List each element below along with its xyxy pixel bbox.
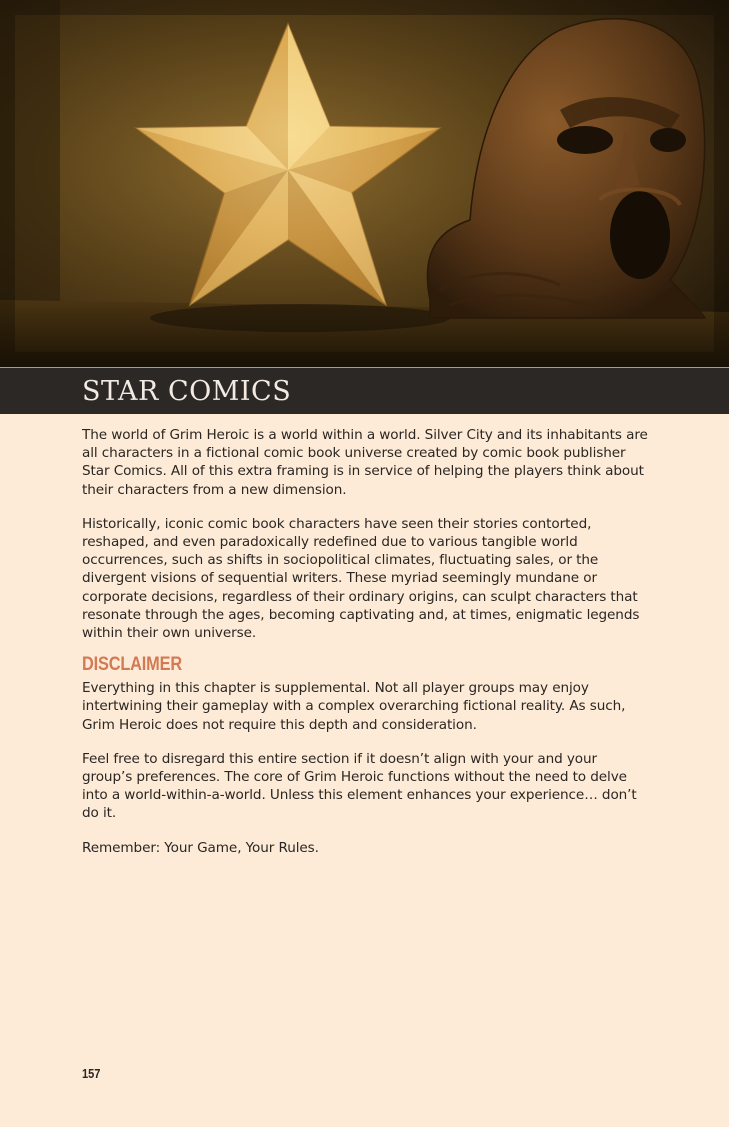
disclaimer-paragraph-3: Remember: Your Game, Your Rules. [82, 839, 319, 856]
chapter-content [82, 426, 648, 873]
page-title: STAR COMICS [82, 376, 292, 407]
hero-illustration [0, 0, 729, 367]
disclaimer-paragraph-1: Everything in this chapter is supplemental. Not all player groups may enjoy intertwining their gameplay with a complex overarching fictional reality. As such, Grim Heroic does not require this depth and consideration. [82, 680, 626, 733]
disclaimer-paragraph-2: Feel free to disregard this entire section if it doesn’t align with your and your group’s preferences. The core of Grim Heroic functions without the need to delve into a world-within-a-world. Unless this element enhances your experience… don’t do it. [82, 750, 637, 822]
title-band [0, 367, 729, 414]
disclaimer-heading: DISCLAIMER [82, 654, 182, 676]
intro-paragraph-1: The world of Grim Heroic is a world within a world. Silver City and its inhabitants are all characters in a fictional comic book universe created by comic book publisher Star Comics. All of this extra framing is in service of helping the players think about their characters from a new dimension. [82, 427, 648, 498]
page-number: 157 [82, 1066, 101, 1081]
intro-paragraph-2: Historically, iconic comic book characters have seen their stories contorted, reshaped, and even paradoxically redefined due to various tangible world occurrences, such as shifts in sociopolitical climates, fluctuating sales, or the divergent visions of sequential writers. These myriad seemingly mundane or corporate decisions, regardless of their ordinary origins, can sculpt characters that resonate through the ages, becoming captivating and, at times, enigmatic legends within their own universe. [82, 515, 640, 642]
